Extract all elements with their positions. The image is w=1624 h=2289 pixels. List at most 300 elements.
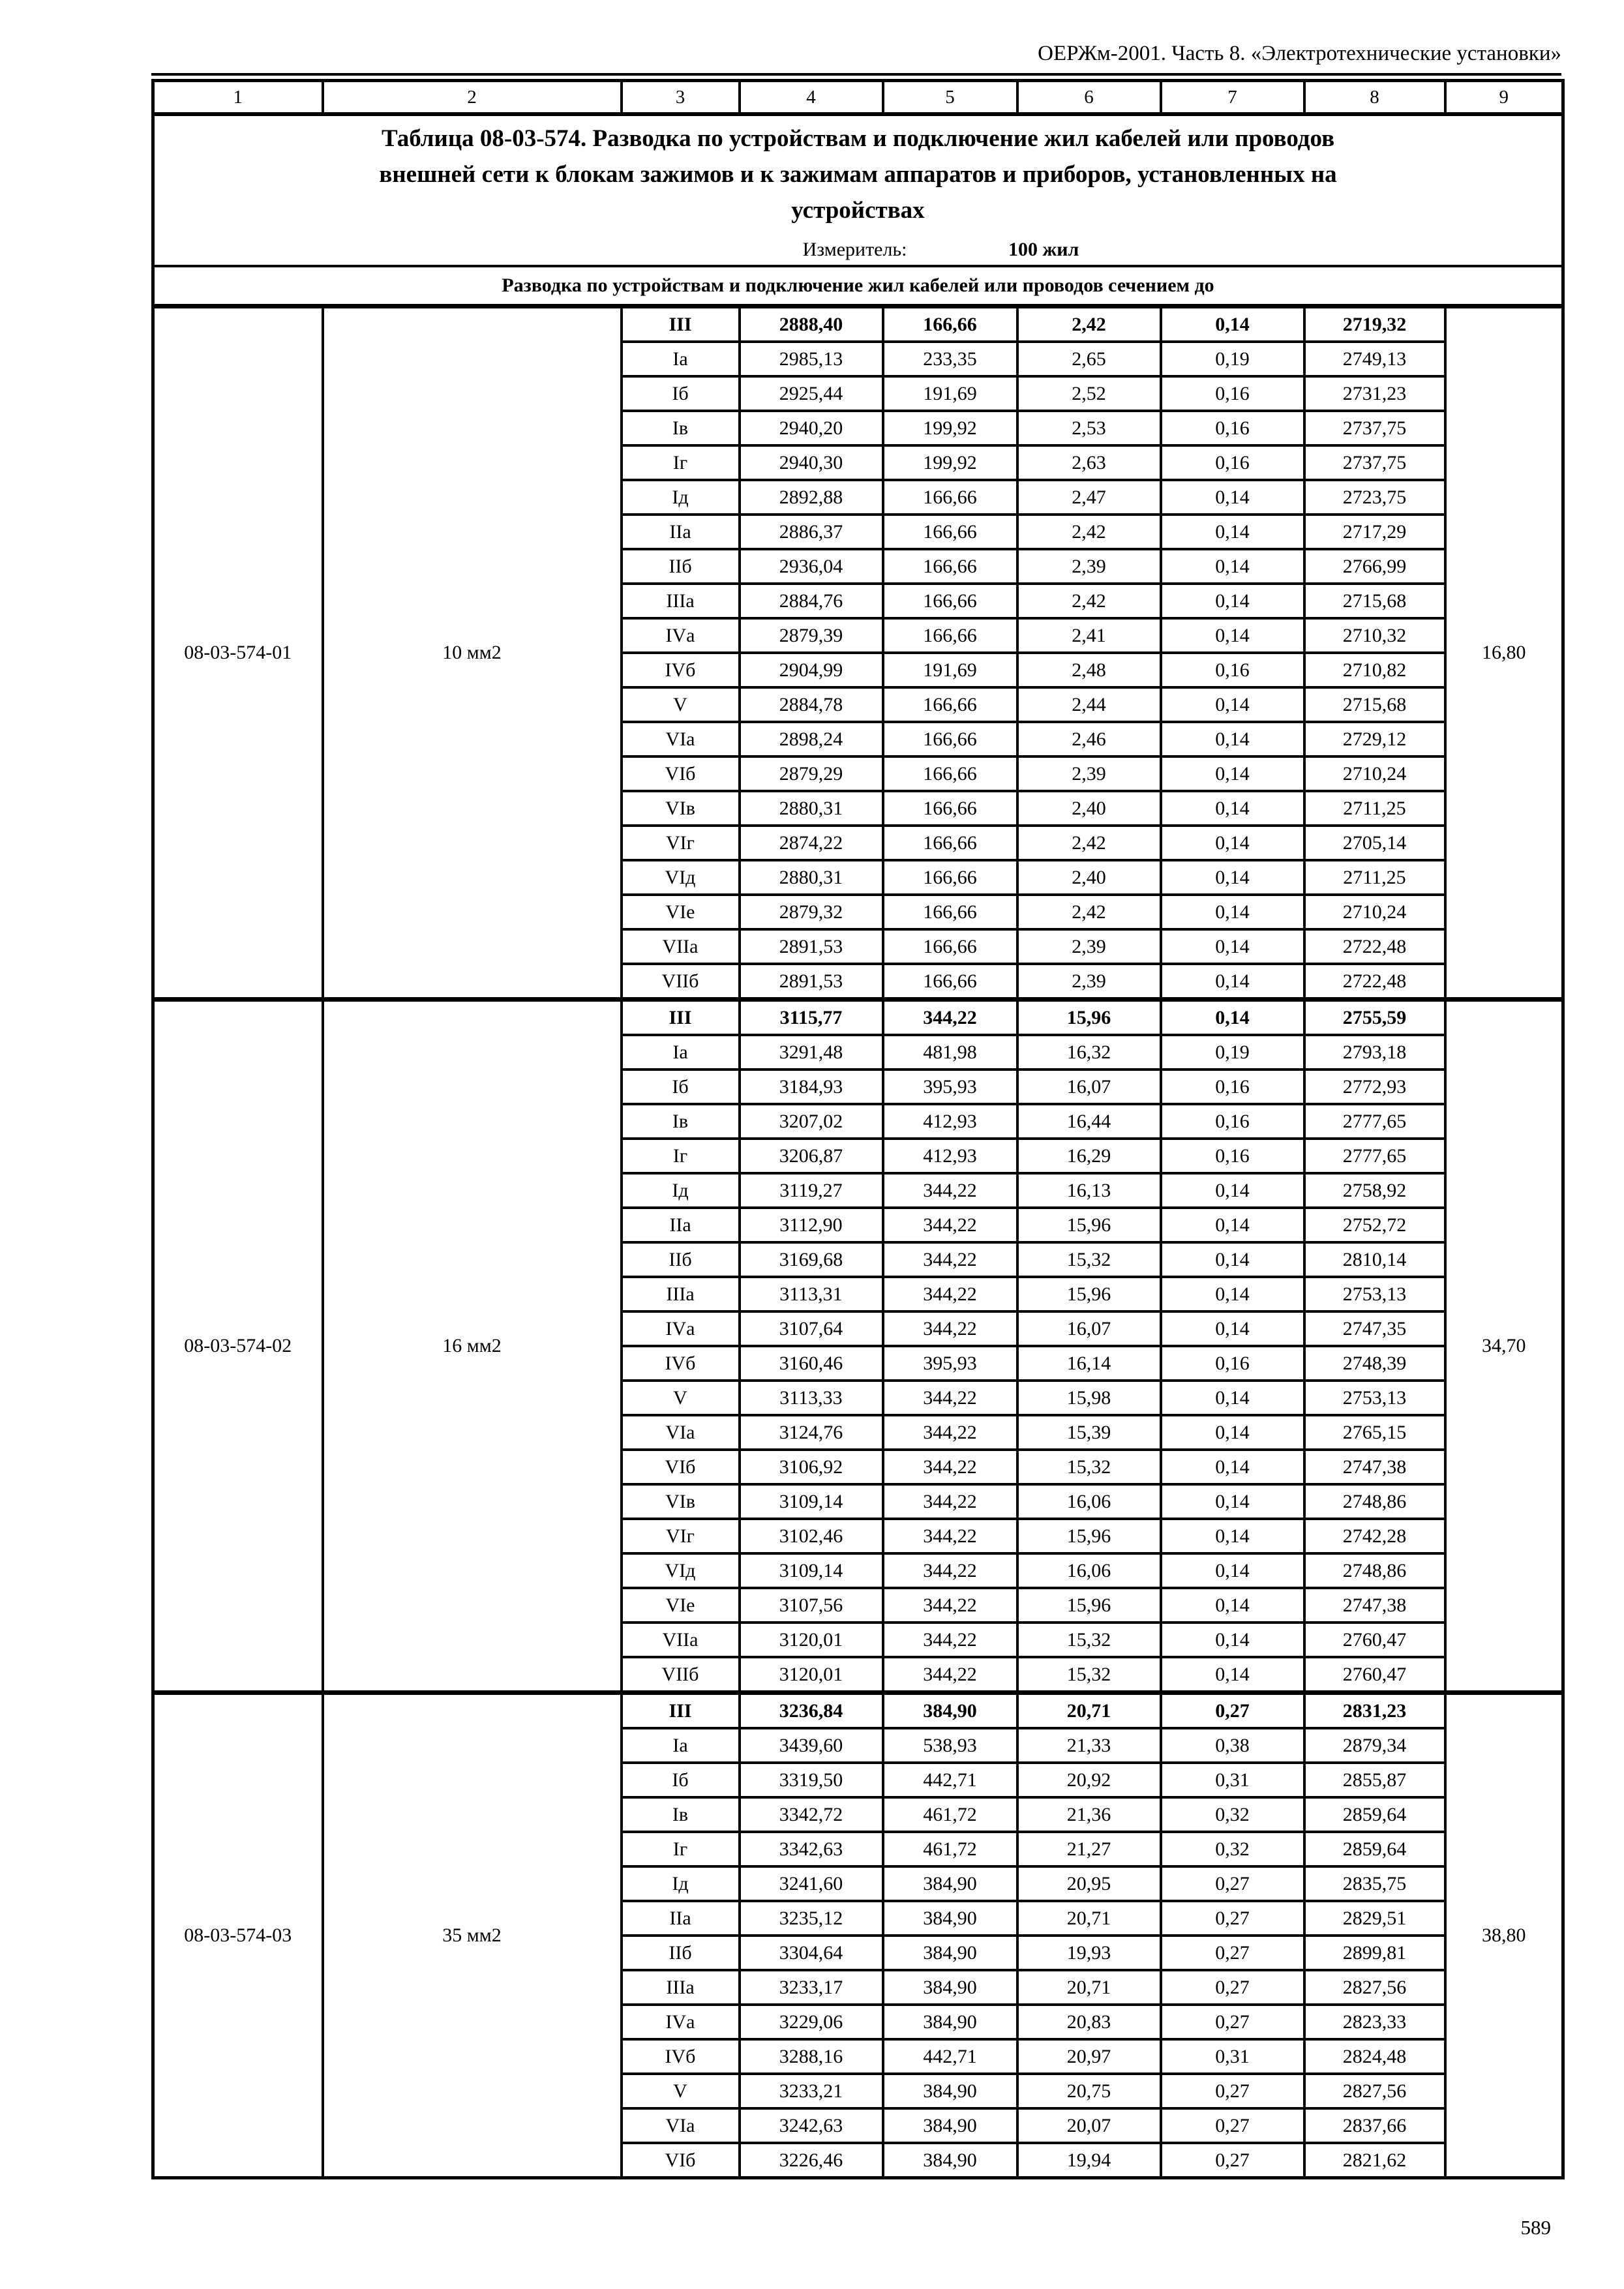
cell-value-col6: 15,32 <box>1017 1450 1161 1484</box>
cell-value-col6: 2,63 <box>1017 445 1161 480</box>
cell-value-col8: 2772,93 <box>1304 1070 1445 1104</box>
title-row <box>153 114 1563 266</box>
cell-value-col7: 0,14 <box>1161 515 1304 549</box>
cell-value-col8: 2837,66 <box>1304 2108 1445 2143</box>
cell-value-col5: 395,93 <box>883 1346 1017 1381</box>
cell-value-col7: 0,27 <box>1161 1970 1304 2005</box>
column-number: 3 <box>622 81 740 115</box>
cell-value-col8: 2755,59 <box>1304 1000 1445 1036</box>
cell-value-col7: 0,14 <box>1161 895 1304 929</box>
cell-value-col8: 2710,32 <box>1304 618 1445 653</box>
cell-category: IVа <box>622 618 740 653</box>
cell-category: IIIа <box>622 1970 740 2005</box>
cell-value-col7: 0,27 <box>1161 2005 1304 2039</box>
cell-value-col6: 2,46 <box>1017 722 1161 756</box>
cell-category: IVа <box>622 1311 740 1346</box>
cell-value-col6: 21,27 <box>1017 1832 1161 1866</box>
cell-value-col5: 166,66 <box>883 826 1017 860</box>
cell-value-col4: 3120,01 <box>740 1623 883 1657</box>
cell-value-col4: 3120,01 <box>740 1657 883 1693</box>
cell-category: VIа <box>622 1415 740 1450</box>
cell-value-col8: 2722,48 <box>1304 929 1445 964</box>
cell-value-col6: 15,32 <box>1017 1657 1161 1693</box>
cell-value-col8: 2747,38 <box>1304 1588 1445 1623</box>
cell-value-col7: 0,14 <box>1161 1173 1304 1208</box>
cell-category: VIв <box>622 1484 740 1519</box>
cell-value-col4: 2925,44 <box>740 376 883 411</box>
cell-value-col4: 2884,78 <box>740 687 883 722</box>
cell-value-col5: 384,90 <box>883 2005 1017 2039</box>
cell-value-col4: 3206,87 <box>740 1139 883 1173</box>
cell-value-col6: 2,53 <box>1017 411 1161 445</box>
cell-value-col7: 0,14 <box>1161 618 1304 653</box>
cell-value-col6: 2,39 <box>1017 549 1161 584</box>
column-number-row <box>153 81 1563 115</box>
cell-value-col4: 3236,84 <box>740 1693 883 1729</box>
cell-value-col4: 3109,14 <box>740 1553 883 1588</box>
cell-value-col7: 0,27 <box>1161 1866 1304 1901</box>
title-cell <box>153 114 1563 266</box>
cell-value-col8: 2710,24 <box>1304 756 1445 791</box>
cell-value-col6: 20,07 <box>1017 2108 1161 2143</box>
cell-value-col5: 166,66 <box>883 515 1017 549</box>
cell-value-col7: 0,14 <box>1161 756 1304 791</box>
cell-category: VIб <box>622 756 740 791</box>
cell-value-col5: 481,98 <box>883 1035 1017 1070</box>
cell-value-col5: 166,66 <box>883 756 1017 791</box>
cell-value-col8: 2827,56 <box>1304 1970 1445 2005</box>
cell-value-col5: 442,71 <box>883 2039 1017 2074</box>
cell-value-col5: 395,93 <box>883 1070 1017 1104</box>
cell-value-col7: 0,16 <box>1161 376 1304 411</box>
cell-value-col5: 166,66 <box>883 860 1017 895</box>
column-number: 2 <box>323 81 622 115</box>
cell-value-col7: 0,14 <box>1161 964 1304 1000</box>
cell-value-col7: 0,14 <box>1161 1553 1304 1588</box>
cell-value-col7: 0,14 <box>1161 1000 1304 1036</box>
cell-value-col4: 3342,72 <box>740 1797 883 1832</box>
cell-value-col7: 0,27 <box>1161 1936 1304 1970</box>
cell-category: IVб <box>622 653 740 687</box>
cell-value-col7: 0,38 <box>1161 1728 1304 1763</box>
cell-value-col6: 15,96 <box>1017 1277 1161 1311</box>
cell-value-col8: 2747,38 <box>1304 1450 1445 1484</box>
cell-value-col5: 384,90 <box>883 2108 1017 2143</box>
cell-category: Iд <box>622 1173 740 1208</box>
cell-value-col8: 2753,13 <box>1304 1277 1445 1311</box>
cell-norm-code: 08-03-574-03 <box>153 1693 323 2178</box>
cell-value-col6: 16,06 <box>1017 1553 1161 1588</box>
cell-value-col6: 15,96 <box>1017 1519 1161 1553</box>
cell-category: Iд <box>622 480 740 515</box>
cell-value-col5: 384,90 <box>883 2143 1017 2178</box>
cell-value-col5: 344,22 <box>883 1553 1017 1588</box>
cell-value-col6: 21,36 <box>1017 1797 1161 1832</box>
cell-norm-code: 08-03-574-01 <box>153 307 323 1000</box>
cell-value-col7: 0,16 <box>1161 1104 1304 1139</box>
cell-value-col5: 344,22 <box>883 1381 1017 1415</box>
cell-value-col8: 2748,86 <box>1304 1484 1445 1519</box>
cell-category: Iа <box>622 1035 740 1070</box>
cell-value-col6: 2,42 <box>1017 307 1161 342</box>
cell-value-col8: 2747,35 <box>1304 1311 1445 1346</box>
cell-value-col4: 2879,39 <box>740 618 883 653</box>
cell-category: V <box>622 2074 740 2108</box>
cell-value-col6: 2,42 <box>1017 584 1161 618</box>
cell-value-col4: 3184,93 <box>740 1070 883 1104</box>
table-row <box>153 307 1563 342</box>
cell-value-col6: 20,83 <box>1017 2005 1161 2039</box>
cell-value-col8: 2765,15 <box>1304 1415 1445 1450</box>
cell-value-col5: 461,72 <box>883 1797 1017 1832</box>
cell-value-col6: 2,40 <box>1017 860 1161 895</box>
cell-value-col8: 2737,75 <box>1304 445 1445 480</box>
cell-value-col4: 3106,92 <box>740 1450 883 1484</box>
cell-value-col6: 20,75 <box>1017 2074 1161 2108</box>
cell-value-col6: 2,42 <box>1017 826 1161 860</box>
cell-category: IIб <box>622 1242 740 1277</box>
estimate-table <box>151 79 1565 2179</box>
section-header: Разводка по устройствам и подключение жил кабелей или проводов сечением до <box>153 266 1563 307</box>
cell-value-col5: 344,22 <box>883 1519 1017 1553</box>
cell-category: Iг <box>622 445 740 480</box>
cell-value-col8: 2719,32 <box>1304 307 1445 342</box>
cell-value-col8: 2710,82 <box>1304 653 1445 687</box>
cell-category: V <box>622 687 740 722</box>
top-double-rule <box>151 73 1561 76</box>
cell-value-col5: 199,92 <box>883 445 1017 480</box>
cell-category: IVа <box>622 2005 740 2039</box>
cell-value-col7: 0,14 <box>1161 826 1304 860</box>
cell-value-col8: 2859,64 <box>1304 1832 1445 1866</box>
cell-value-col4: 2880,31 <box>740 860 883 895</box>
cell-value-col8: 2823,33 <box>1304 2005 1445 2039</box>
cell-value-col8: 2715,68 <box>1304 584 1445 618</box>
cell-value-col4: 3115,77 <box>740 1000 883 1036</box>
cell-value-col4: 3342,63 <box>740 1832 883 1866</box>
cell-value-col5: 166,66 <box>883 964 1017 1000</box>
cell-value-col6: 2,48 <box>1017 653 1161 687</box>
cell-value-col6: 2,39 <box>1017 964 1161 1000</box>
cell-category: Iб <box>622 376 740 411</box>
cell-value-col7: 0,16 <box>1161 411 1304 445</box>
cell-value-col5: 442,71 <box>883 1763 1017 1797</box>
cell-value-col4: 3102,46 <box>740 1519 883 1553</box>
cell-value-col6: 21,33 <box>1017 1728 1161 1763</box>
cell-value-col4: 3226,46 <box>740 2143 883 2178</box>
cell-value-col8: 2723,75 <box>1304 480 1445 515</box>
cell-category: IIб <box>622 549 740 584</box>
cell-value-col4: 2892,88 <box>740 480 883 515</box>
cell-value-col6: 20,95 <box>1017 1866 1161 1901</box>
cell-value-col4: 3233,17 <box>740 1970 883 2005</box>
cell-category: III <box>622 307 740 342</box>
cell-value-col7: 0,32 <box>1161 1797 1304 1832</box>
cell-section-size: 10 мм2 <box>323 307 622 1000</box>
cell-value-col4: 2940,20 <box>740 411 883 445</box>
cell-category: VIд <box>622 860 740 895</box>
cell-value-col9: 16,80 <box>1445 307 1563 1000</box>
cell-value-col8: 2752,72 <box>1304 1208 1445 1242</box>
cell-value-col6: 15,32 <box>1017 1242 1161 1277</box>
cell-category: Iб <box>622 1070 740 1104</box>
cell-value-col8: 2766,99 <box>1304 549 1445 584</box>
cell-value-col8: 2715,68 <box>1304 687 1445 722</box>
cell-category: VIIа <box>622 929 740 964</box>
table-body <box>153 307 1563 2178</box>
table-row <box>153 1693 1563 1729</box>
cell-value-col7: 0,14 <box>1161 307 1304 342</box>
cell-value-col6: 2,40 <box>1017 791 1161 826</box>
cell-value-col4: 2891,53 <box>740 929 883 964</box>
cell-value-col4: 2880,31 <box>740 791 883 826</box>
cell-value-col8: 2810,14 <box>1304 1242 1445 1277</box>
cell-value-col6: 15,98 <box>1017 1381 1161 1415</box>
cell-value-col4: 3235,12 <box>740 1901 883 1936</box>
cell-value-col4: 3112,90 <box>740 1208 883 1242</box>
cell-value-col4: 3113,31 <box>740 1277 883 1311</box>
cell-value-col4: 2879,32 <box>740 895 883 929</box>
cell-value-col6: 20,71 <box>1017 1693 1161 1729</box>
cell-value-col8: 2729,12 <box>1304 722 1445 756</box>
cell-value-col5: 166,66 <box>883 895 1017 929</box>
cell-value-col7: 0,14 <box>1161 549 1304 584</box>
cell-value-col7: 0,27 <box>1161 2108 1304 2143</box>
cell-value-col5: 384,90 <box>883 1970 1017 2005</box>
cell-value-col5: 344,22 <box>883 1415 1017 1450</box>
cell-category: VIг <box>622 826 740 860</box>
cell-value-col4: 3242,63 <box>740 2108 883 2143</box>
cell-value-col5: 166,66 <box>883 549 1017 584</box>
cell-value-col8: 2793,18 <box>1304 1035 1445 1070</box>
cell-value-col8: 2711,25 <box>1304 791 1445 826</box>
cell-value-col7: 0,14 <box>1161 1311 1304 1346</box>
cell-value-col4: 3107,56 <box>740 1588 883 1623</box>
cell-value-col7: 0,14 <box>1161 929 1304 964</box>
cell-value-col7: 0,14 <box>1161 722 1304 756</box>
cell-value-col5: 344,22 <box>883 1173 1017 1208</box>
cell-category: VIв <box>622 791 740 826</box>
cell-value-col7: 0,14 <box>1161 1623 1304 1657</box>
cell-value-col7: 0,14 <box>1161 1657 1304 1693</box>
cell-category: Iв <box>622 411 740 445</box>
cell-category: VIIа <box>622 1623 740 1657</box>
table-title-line: Таблица 08-03-574. Разводка по устройствам и подключение жил кабелей или проводов <box>381 125 1335 152</box>
cell-value-col4: 2874,22 <box>740 826 883 860</box>
estimate-table-wrap <box>151 73 1561 2179</box>
cell-value-col8: 2753,13 <box>1304 1381 1445 1415</box>
cell-value-col6: 20,92 <box>1017 1763 1161 1797</box>
cell-category: Iа <box>622 1728 740 1763</box>
cell-value-col6: 2,42 <box>1017 515 1161 549</box>
cell-value-col6: 16,32 <box>1017 1035 1161 1070</box>
column-number: 6 <box>1017 81 1161 115</box>
cell-value-col5: 191,69 <box>883 376 1017 411</box>
cell-value-col7: 0,14 <box>1161 584 1304 618</box>
cell-value-col7: 0,14 <box>1161 480 1304 515</box>
cell-value-col4: 3319,50 <box>740 1763 883 1797</box>
cell-value-col4: 3109,14 <box>740 1484 883 1519</box>
cell-category: IIIа <box>622 584 740 618</box>
cell-value-col7: 0,14 <box>1161 1242 1304 1277</box>
cell-value-col6: 16,13 <box>1017 1173 1161 1208</box>
page-header: ОЕРЖм-2001. Часть 8. «Электротехнические установки» <box>1038 42 1561 65</box>
cell-value-col5: 233,35 <box>883 342 1017 376</box>
cell-value-col8: 2777,65 <box>1304 1104 1445 1139</box>
cell-value-col7: 0,16 <box>1161 1070 1304 1104</box>
cell-value-col7: 0,14 <box>1161 1519 1304 1553</box>
cell-value-col8: 2758,92 <box>1304 1173 1445 1208</box>
cell-category: Iг <box>622 1139 740 1173</box>
section-header-row <box>153 266 1563 307</box>
cell-value-col4: 2891,53 <box>740 964 883 1000</box>
cell-value-col4: 2904,99 <box>740 653 883 687</box>
cell-value-col5: 344,22 <box>883 1623 1017 1657</box>
cell-section-size: 16 мм2 <box>323 1000 622 1693</box>
cell-category: VIд <box>622 1553 740 1588</box>
cell-value-col4: 3439,60 <box>740 1728 883 1763</box>
cell-value-col8: 2827,56 <box>1304 2074 1445 2108</box>
cell-value-col5: 199,92 <box>883 411 1017 445</box>
cell-value-col7: 0,27 <box>1161 2074 1304 2108</box>
cell-value-col6: 16,06 <box>1017 1484 1161 1519</box>
cell-value-col8: 2821,62 <box>1304 2143 1445 2178</box>
cell-value-col5: 344,22 <box>883 1277 1017 1311</box>
cell-value-col7: 0,14 <box>1161 1277 1304 1311</box>
cell-value-col4: 3288,16 <box>740 2039 883 2074</box>
column-number: 7 <box>1161 81 1304 115</box>
cell-value-col5: 344,22 <box>883 1657 1017 1693</box>
cell-value-col5: 166,66 <box>883 791 1017 826</box>
cell-value-col8: 2879,34 <box>1304 1728 1445 1763</box>
cell-value-col7: 0,27 <box>1161 1693 1304 1729</box>
cell-value-col8: 2760,47 <box>1304 1657 1445 1693</box>
cell-value-col4: 3304,64 <box>740 1936 883 1970</box>
cell-value-col7: 0,27 <box>1161 1901 1304 1936</box>
cell-value-col8: 2859,64 <box>1304 1797 1445 1832</box>
cell-value-col7: 0,19 <box>1161 1035 1304 1070</box>
cell-value-col5: 166,66 <box>883 307 1017 342</box>
cell-value-col5: 412,93 <box>883 1104 1017 1139</box>
cell-value-col6: 2,39 <box>1017 756 1161 791</box>
cell-value-col4: 2884,76 <box>740 584 883 618</box>
cell-value-col5: 344,22 <box>883 1484 1017 1519</box>
cell-value-col8: 2777,65 <box>1304 1139 1445 1173</box>
column-number: 4 <box>740 81 883 115</box>
cell-category: V <box>622 1381 740 1415</box>
cell-category: IIа <box>622 1901 740 1936</box>
cell-category: IVб <box>622 2039 740 2074</box>
cell-value-col7: 0,31 <box>1161 1763 1304 1797</box>
cell-value-col5: 166,66 <box>883 584 1017 618</box>
cell-category: VIа <box>622 2108 740 2143</box>
cell-value-col4: 3229,06 <box>740 2005 883 2039</box>
cell-value-col4: 3124,76 <box>740 1415 883 1450</box>
cell-category: IIа <box>622 1208 740 1242</box>
cell-value-col4: 2888,40 <box>740 307 883 342</box>
cell-value-col7: 0,31 <box>1161 2039 1304 2074</box>
cell-value-col5: 461,72 <box>883 1832 1017 1866</box>
cell-value-col7: 0,14 <box>1161 1588 1304 1623</box>
cell-value-col8: 2829,51 <box>1304 1901 1445 1936</box>
cell-value-col7: 0,14 <box>1161 1381 1304 1415</box>
cell-value-col5: 166,66 <box>883 480 1017 515</box>
cell-value-col4: 2936,04 <box>740 549 883 584</box>
measure-line <box>155 239 1561 261</box>
cell-value-col6: 19,94 <box>1017 2143 1161 2178</box>
cell-value-col7: 0,27 <box>1161 2143 1304 2178</box>
cell-value-col8: 2748,39 <box>1304 1346 1445 1381</box>
cell-value-col5: 344,22 <box>883 1450 1017 1484</box>
cell-value-col6: 2,39 <box>1017 929 1161 964</box>
cell-value-col4: 2940,30 <box>740 445 883 480</box>
cell-value-col4: 3241,60 <box>740 1866 883 1901</box>
cell-category: Iв <box>622 1797 740 1832</box>
table-row <box>153 1000 1563 1036</box>
cell-value-col4: 3169,68 <box>740 1242 883 1277</box>
cell-value-col6: 20,71 <box>1017 1970 1161 2005</box>
cell-value-col5: 384,90 <box>883 1693 1017 1729</box>
cell-value-col7: 0,16 <box>1161 1139 1304 1173</box>
cell-value-col8: 2824,48 <box>1304 2039 1445 2074</box>
cell-section-size: 35 мм2 <box>323 1693 622 2178</box>
cell-category: III <box>622 1000 740 1036</box>
cell-value-col8: 2749,13 <box>1304 342 1445 376</box>
cell-category: VIе <box>622 1588 740 1623</box>
cell-category: Iд <box>622 1866 740 1901</box>
cell-value-col7: 0,14 <box>1161 860 1304 895</box>
cell-value-col4: 3107,64 <box>740 1311 883 1346</box>
cell-value-col7: 0,16 <box>1161 653 1304 687</box>
column-number: 8 <box>1304 81 1445 115</box>
cell-value-col7: 0,14 <box>1161 1208 1304 1242</box>
cell-value-col4: 2879,29 <box>740 756 883 791</box>
cell-value-col7: 0,16 <box>1161 445 1304 480</box>
cell-value-col7: 0,32 <box>1161 1832 1304 1866</box>
cell-value-col4: 3160,46 <box>740 1346 883 1381</box>
cell-value-col4: 3113,33 <box>740 1381 883 1415</box>
cell-category: IIб <box>622 1936 740 1970</box>
cell-value-col9: 34,70 <box>1445 1000 1563 1693</box>
cell-value-col7: 0,14 <box>1161 791 1304 826</box>
cell-value-col8: 2737,75 <box>1304 411 1445 445</box>
cell-value-col5: 344,22 <box>883 1208 1017 1242</box>
cell-category: III <box>622 1693 740 1729</box>
cell-category: VIб <box>622 2143 740 2178</box>
measure-label: Измеритель: <box>802 238 907 260</box>
cell-value-col5: 344,22 <box>883 1242 1017 1277</box>
cell-value-col6: 2,44 <box>1017 687 1161 722</box>
cell-value-col7: 0,14 <box>1161 1415 1304 1450</box>
cell-value-col8: 2705,14 <box>1304 826 1445 860</box>
cell-category: IIIа <box>622 1277 740 1311</box>
cell-value-col6: 2,65 <box>1017 342 1161 376</box>
column-number: 9 <box>1445 81 1563 115</box>
cell-value-col4: 3119,27 <box>740 1173 883 1208</box>
cell-value-col8: 2835,75 <box>1304 1866 1445 1901</box>
cell-value-col5: 166,66 <box>883 929 1017 964</box>
cell-value-col6: 2,42 <box>1017 895 1161 929</box>
table-title-line: внешней сети к блокам зажимов и к зажимам аппаратов и приборов, установленных на <box>379 160 1337 188</box>
cell-value-col6: 15,96 <box>1017 1000 1161 1036</box>
cell-value-col6: 20,97 <box>1017 2039 1161 2074</box>
cell-value-col6: 16,29 <box>1017 1139 1161 1173</box>
cell-value-col6: 15,32 <box>1017 1623 1161 1657</box>
column-number: 1 <box>153 81 323 115</box>
cell-value-col6: 15,96 <box>1017 1588 1161 1623</box>
cell-value-col6: 16,44 <box>1017 1104 1161 1139</box>
cell-value-col5: 384,90 <box>883 1936 1017 1970</box>
